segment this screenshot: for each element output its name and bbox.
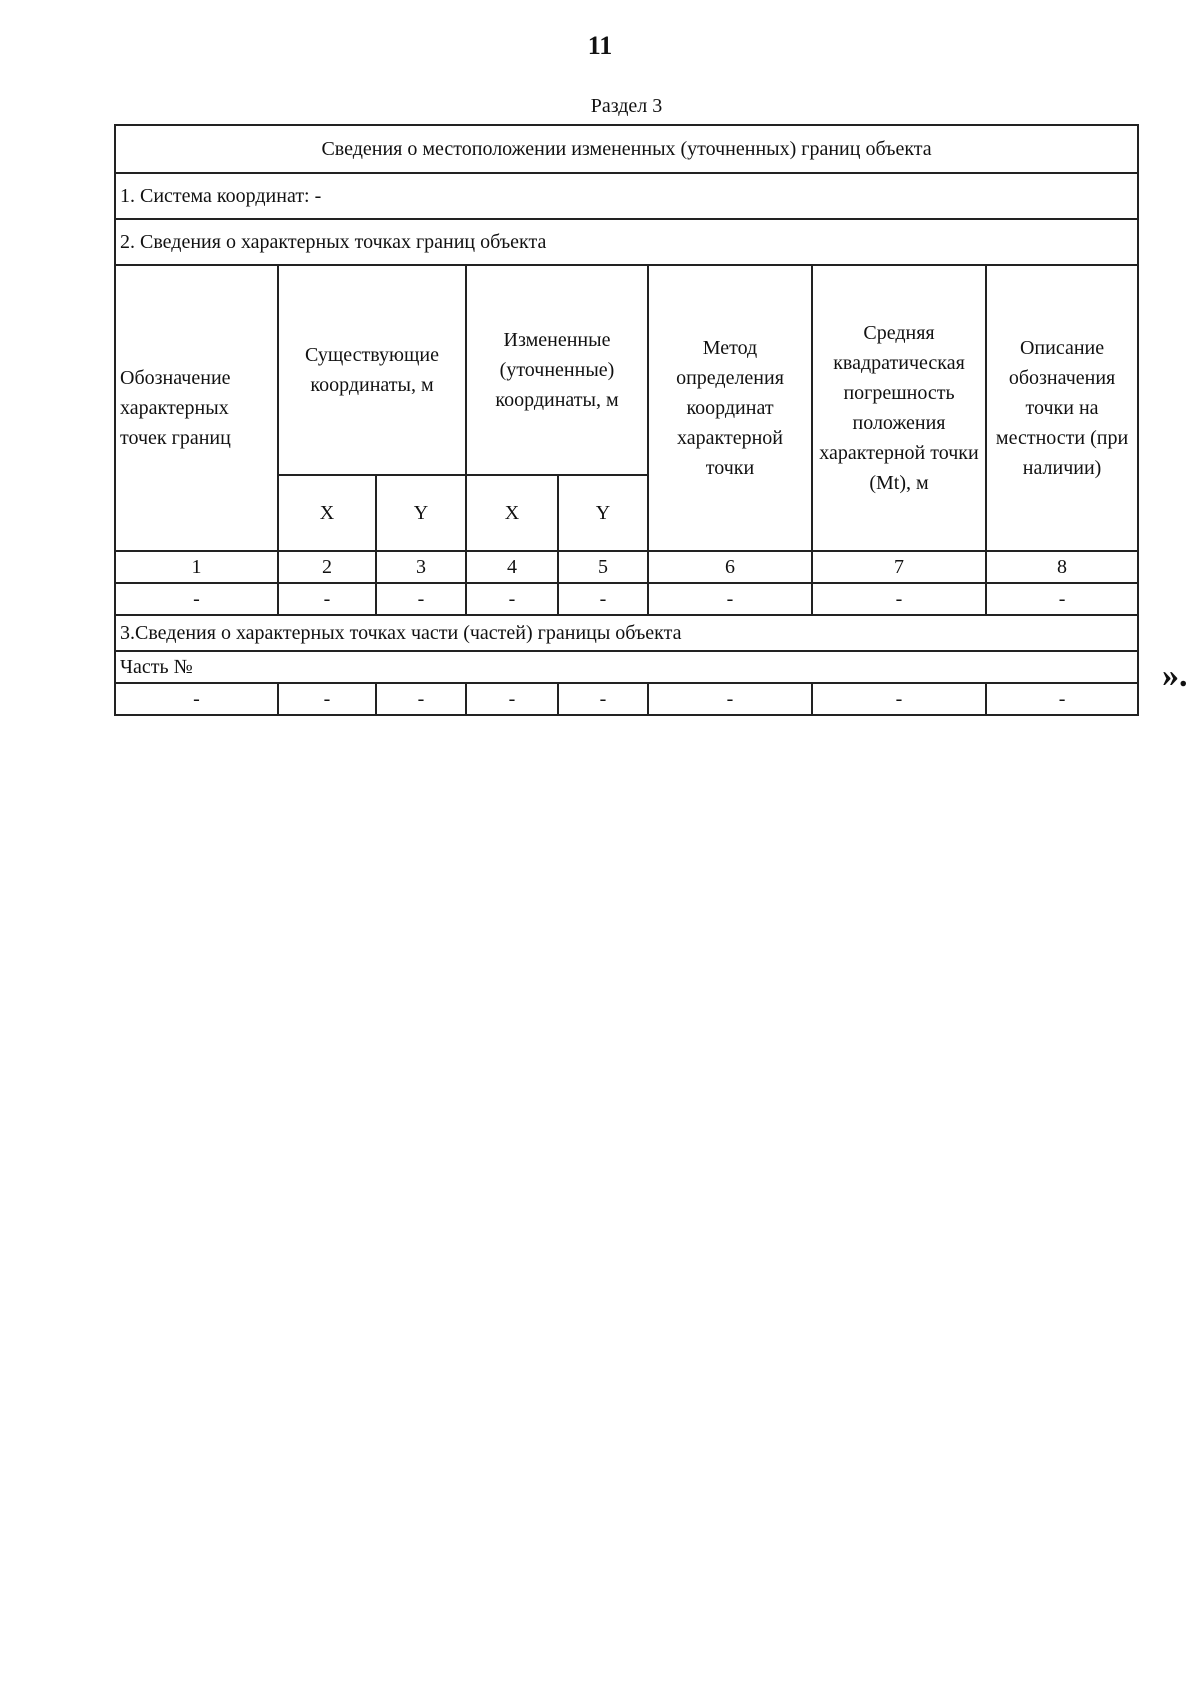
table-cell: - — [986, 583, 1138, 615]
header-description: Описание обозначения точки на местности (при наличии) — [986, 265, 1138, 551]
table-cell: - — [986, 683, 1138, 715]
header-rms-error: Средняя квадратическая погрешность положения характерной точки (Mt), м — [812, 265, 986, 551]
table-cell: - — [278, 683, 376, 715]
header-existing-x: X — [278, 475, 376, 551]
part-section-title: 3.Сведения о характерных точках части (частей) границы объекта — [115, 615, 1138, 651]
points-section-title: 2. Сведения о характерных точках границ объекта — [115, 219, 1138, 265]
table-cell: - — [376, 683, 466, 715]
boundary-info-table — [114, 124, 1139, 716]
column-number: 4 — [466, 551, 558, 583]
header-changed-y: Y — [558, 475, 648, 551]
table-cell: - — [812, 683, 986, 715]
column-number: 2 — [278, 551, 376, 583]
table-cell: - — [115, 683, 278, 715]
header-changed-coords: Измененные (уточненные) координаты, м — [466, 265, 648, 475]
table-cell: - — [466, 583, 558, 615]
column-number-row — [115, 551, 1138, 583]
page-number: 11 — [587, 31, 613, 60]
section-label: Раздел 3 — [590, 95, 663, 117]
table-cell: - — [115, 583, 278, 615]
column-number: 7 — [812, 551, 986, 583]
part-number-label: Часть № — [115, 651, 1138, 683]
column-number: 8 — [986, 551, 1138, 583]
header-changed-x: X — [466, 475, 558, 551]
column-number: 3 — [376, 551, 466, 583]
table-cell: - — [278, 583, 376, 615]
table-cell: - — [812, 583, 986, 615]
column-number: 5 — [558, 551, 648, 583]
table-cell: - — [466, 683, 558, 715]
table-row — [115, 583, 1138, 615]
table-cell: - — [558, 583, 648, 615]
closing-quote: ». — [1162, 657, 1188, 694]
header-existing-y: Y — [376, 475, 466, 551]
coord-system-row: 1. Система координат: - — [115, 173, 1138, 219]
header-designation: Обозначение характерных точек границ — [115, 265, 278, 551]
column-number: 1 — [115, 551, 278, 583]
table-cell: - — [648, 683, 812, 715]
table-cell: - — [648, 583, 812, 615]
table-title: Сведения о местоположении измененных (уточненных) границ объекта — [115, 125, 1138, 173]
column-number: 6 — [648, 551, 812, 583]
table-cell: - — [558, 683, 648, 715]
table-cell: - — [376, 583, 466, 615]
table-row — [115, 683, 1138, 715]
header-existing-coords: Существующие координаты, м — [278, 265, 466, 475]
header-method: Метод определения координат характерной точки — [648, 265, 812, 551]
